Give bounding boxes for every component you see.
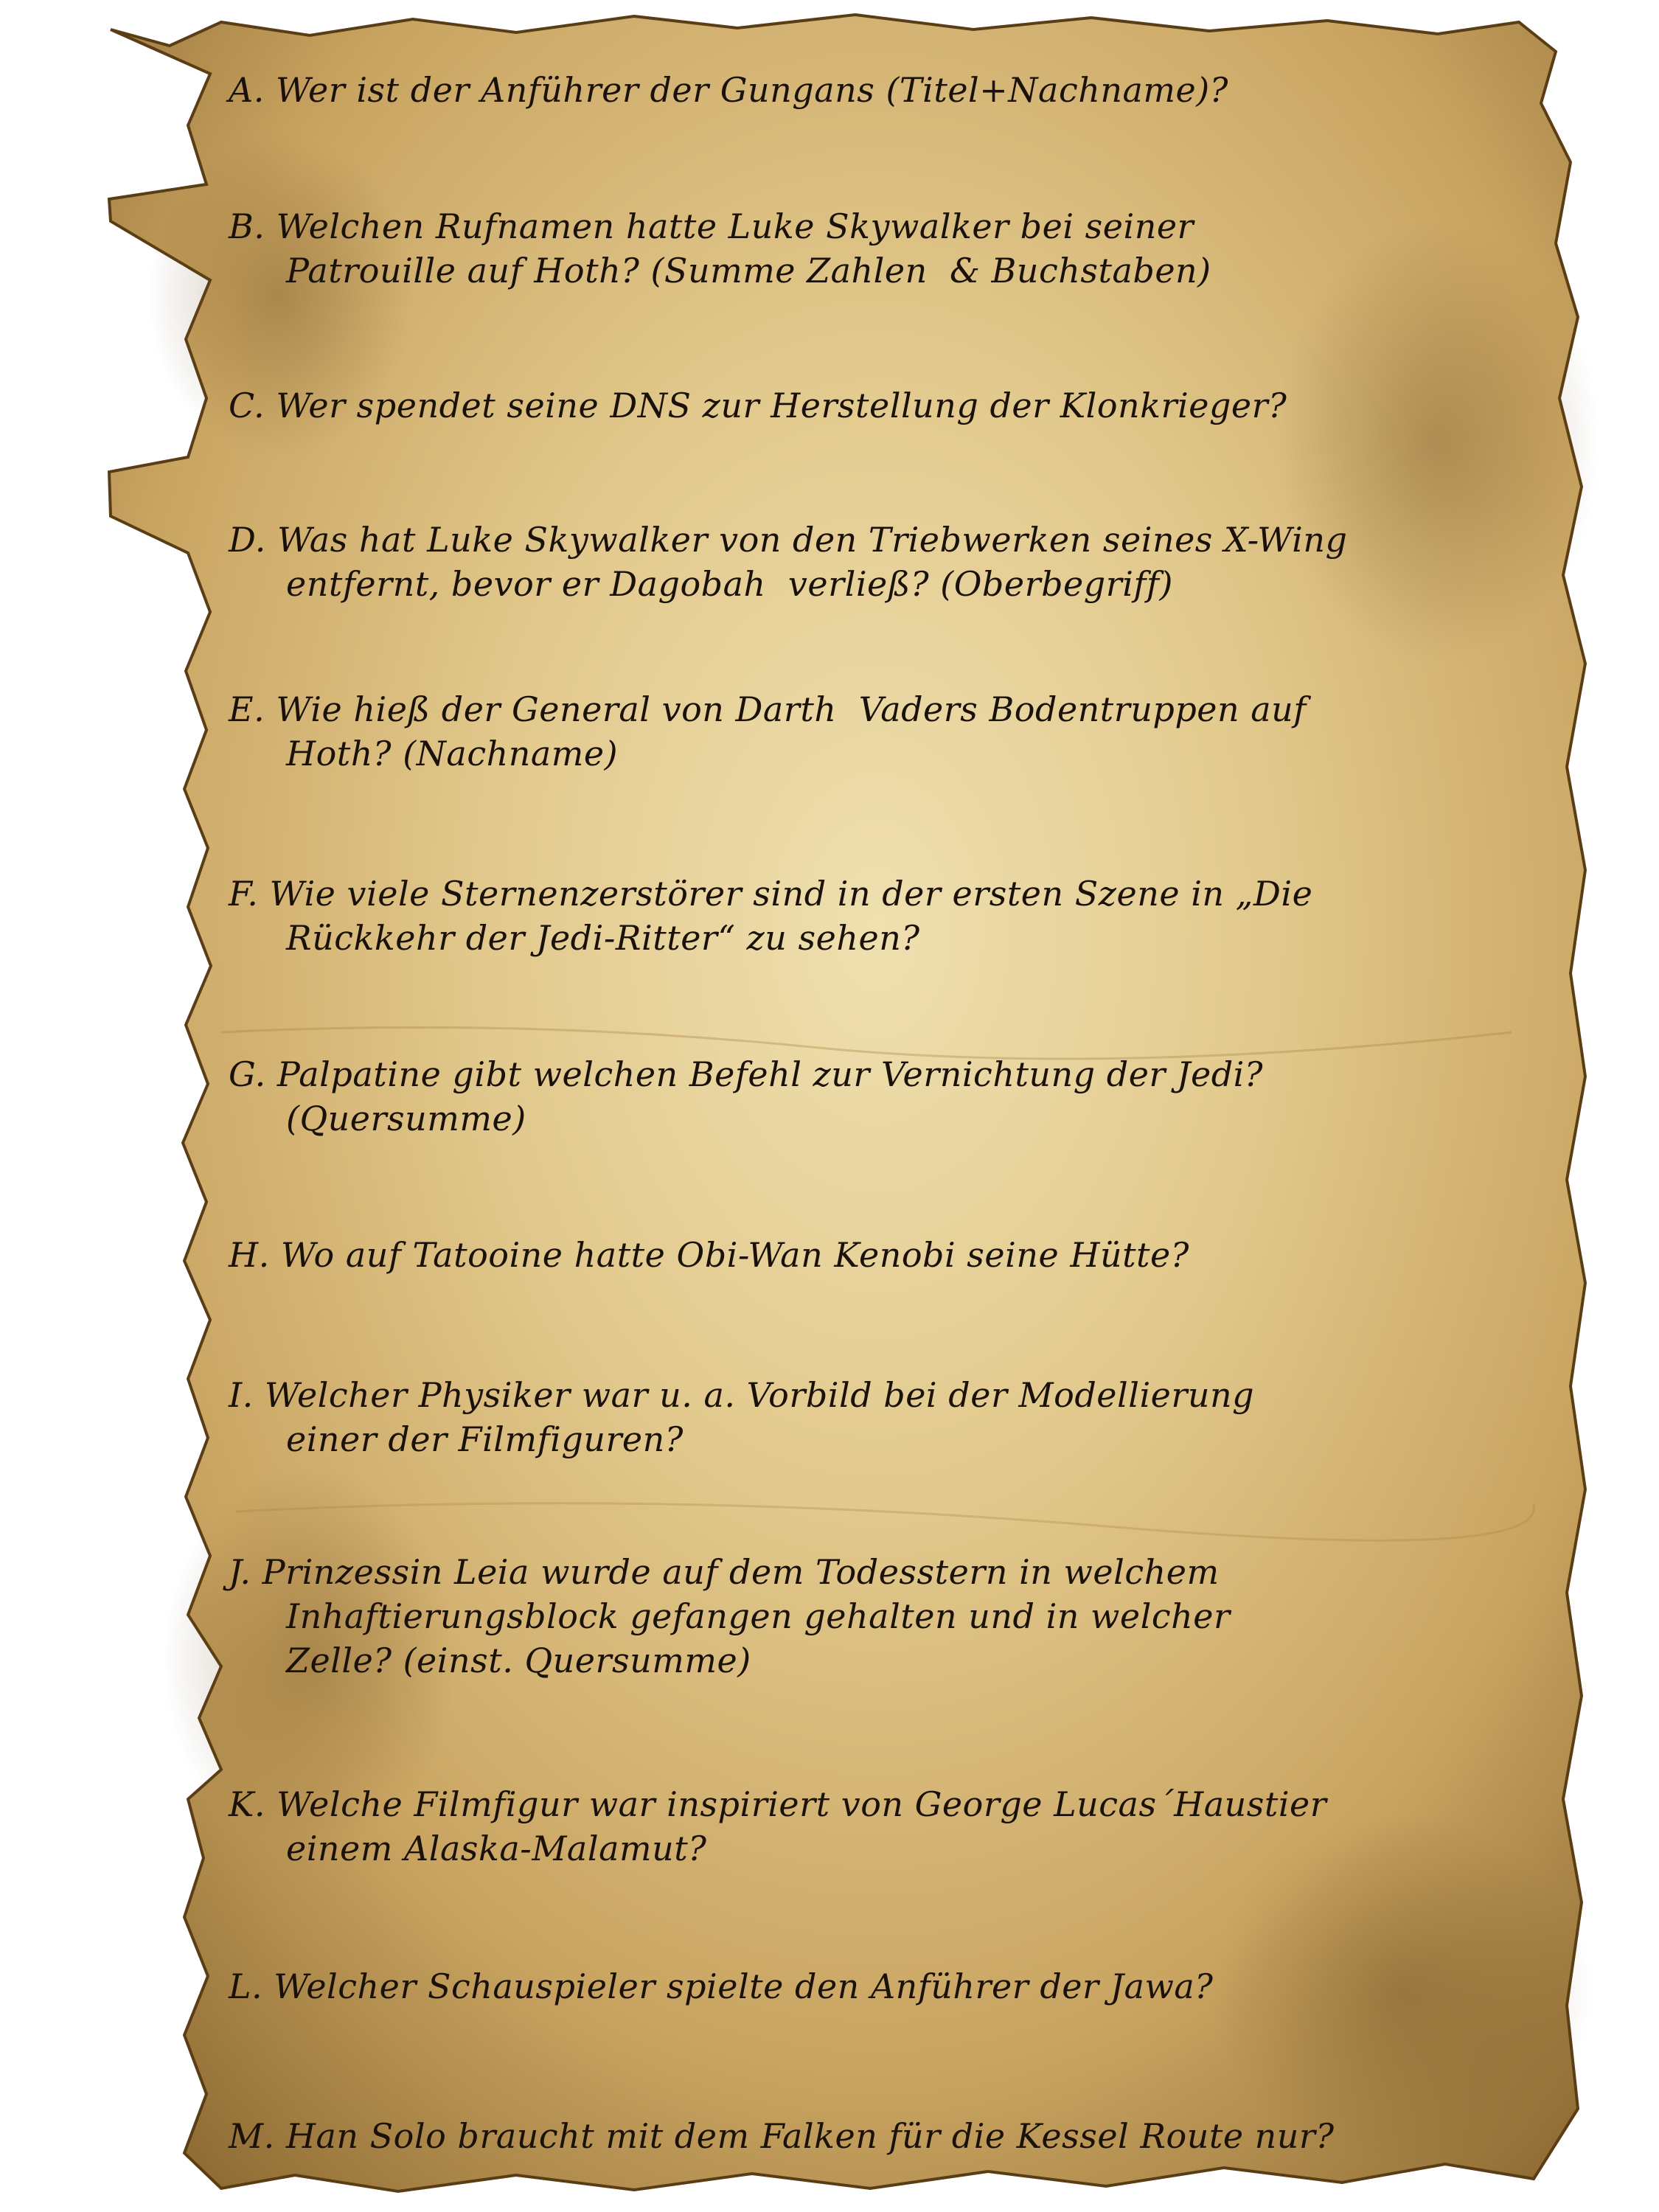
- question-text: Welche Filmfigur war inspiriert von George Lucas´Haustier: [276, 1784, 1327, 1824]
- question-text: Welcher Physiker war u. a. Vorbild bei der Modellierung: [264, 1375, 1255, 1415]
- question-letter: A.: [229, 70, 265, 110]
- question-line: [229, 1550, 1556, 1594]
- question-text: Welcher Schauspieler spielte den Anführer der Jawa?: [274, 1966, 1214, 2006]
- question-f: [229, 872, 1556, 960]
- question-letter: B.: [229, 206, 265, 246]
- question-line: [229, 204, 1556, 248]
- question-line: [229, 1233, 1556, 1277]
- question-text-cont: Patrouille auf Hoth? (Summe Zahlen & Buchstaben): [286, 251, 1211, 291]
- question-line: [229, 1964, 1556, 2008]
- question-letter: K.: [229, 1784, 265, 1824]
- question-text: Palpatine gibt welchen Befehl zur Vernichtung der Jedi?: [276, 1054, 1264, 1094]
- question-text: Wie hieß der General von Darth Vaders Bodentruppen auf: [276, 689, 1307, 729]
- question-e: [229, 687, 1556, 776]
- question-line: [229, 1373, 1556, 1417]
- question-text: Was hat Luke Skywalker von den Triebwerken seines X-Wing: [277, 520, 1348, 560]
- question-text: Welchen Rufnamen hatte Luke Skywalker bei seiner: [276, 206, 1194, 246]
- question-text-cont: (Quersumme): [286, 1099, 526, 1138]
- question-line: [229, 872, 1556, 916]
- question-letter: J.: [229, 1552, 251, 1592]
- question-l: [229, 1964, 1556, 2008]
- question-line: [229, 68, 1556, 112]
- question-m: [229, 2114, 1556, 2158]
- question-letter: H.: [229, 1235, 270, 1275]
- question-text-cont: Zelle? (einst. Quersumme): [286, 1641, 751, 1680]
- question-text-cont: Rückkehr der Jedi-Ritter“ zu sehen?: [286, 918, 920, 958]
- question-h: [229, 1233, 1556, 1277]
- question-j: [229, 1550, 1556, 1683]
- question-line: [229, 383, 1556, 428]
- question-text: Wie viele Sternenzerstörer sind in der ersten Szene in „Die: [269, 874, 1313, 914]
- question-b: [229, 204, 1556, 293]
- question-g: [229, 1052, 1556, 1141]
- question-text: Wer spendet seine DNS zur Herstellung der Klonkrieger?: [276, 386, 1287, 425]
- question-text: Han Solo braucht mit dem Falken für die Kessel Route nur?: [285, 2116, 1335, 2156]
- question-text-cont: entfernt, bevor er Dagobah verließ? (Oberbegriff): [286, 564, 1173, 604]
- question-line: [229, 518, 1556, 562]
- question-text: Wer ist der Anführer der Gungans (Titel+Nachname)?: [275, 70, 1228, 110]
- question-i: [229, 1373, 1556, 1461]
- question-letter: G.: [229, 1054, 266, 1094]
- question-letter: C.: [229, 386, 265, 425]
- question-a: [229, 68, 1556, 112]
- question-line: [229, 687, 1556, 731]
- question-letter: E.: [229, 689, 265, 729]
- question-letter: I.: [229, 1375, 254, 1415]
- question-letter: M.: [229, 2116, 275, 2156]
- question-d: [229, 518, 1556, 606]
- question-line: [229, 2114, 1556, 2158]
- question-letter: L.: [229, 1966, 263, 2006]
- question-text: Wo auf Tatooine hatte Obi-Wan Kenobi seine Hütte?: [280, 1235, 1189, 1275]
- question-text-cont: einem Alaska-Malamut?: [286, 1829, 707, 1868]
- question-line: [229, 1782, 1556, 1826]
- question-letter: D.: [229, 520, 266, 560]
- question-text: Prinzessin Leia wurde auf dem Todesstern in welchem: [262, 1552, 1220, 1592]
- question-text-cont: Hoth? (Nachname): [286, 734, 619, 773]
- question-k: [229, 1782, 1556, 1871]
- question-line: [229, 1052, 1556, 1096]
- question-text-cont: Inhaftierungsblock gefangen gehalten und in welcher: [286, 1596, 1231, 1636]
- question-c: [229, 383, 1556, 428]
- question-letter: F.: [229, 874, 259, 914]
- question-text-cont: einer der Filmfiguren?: [286, 1419, 684, 1459]
